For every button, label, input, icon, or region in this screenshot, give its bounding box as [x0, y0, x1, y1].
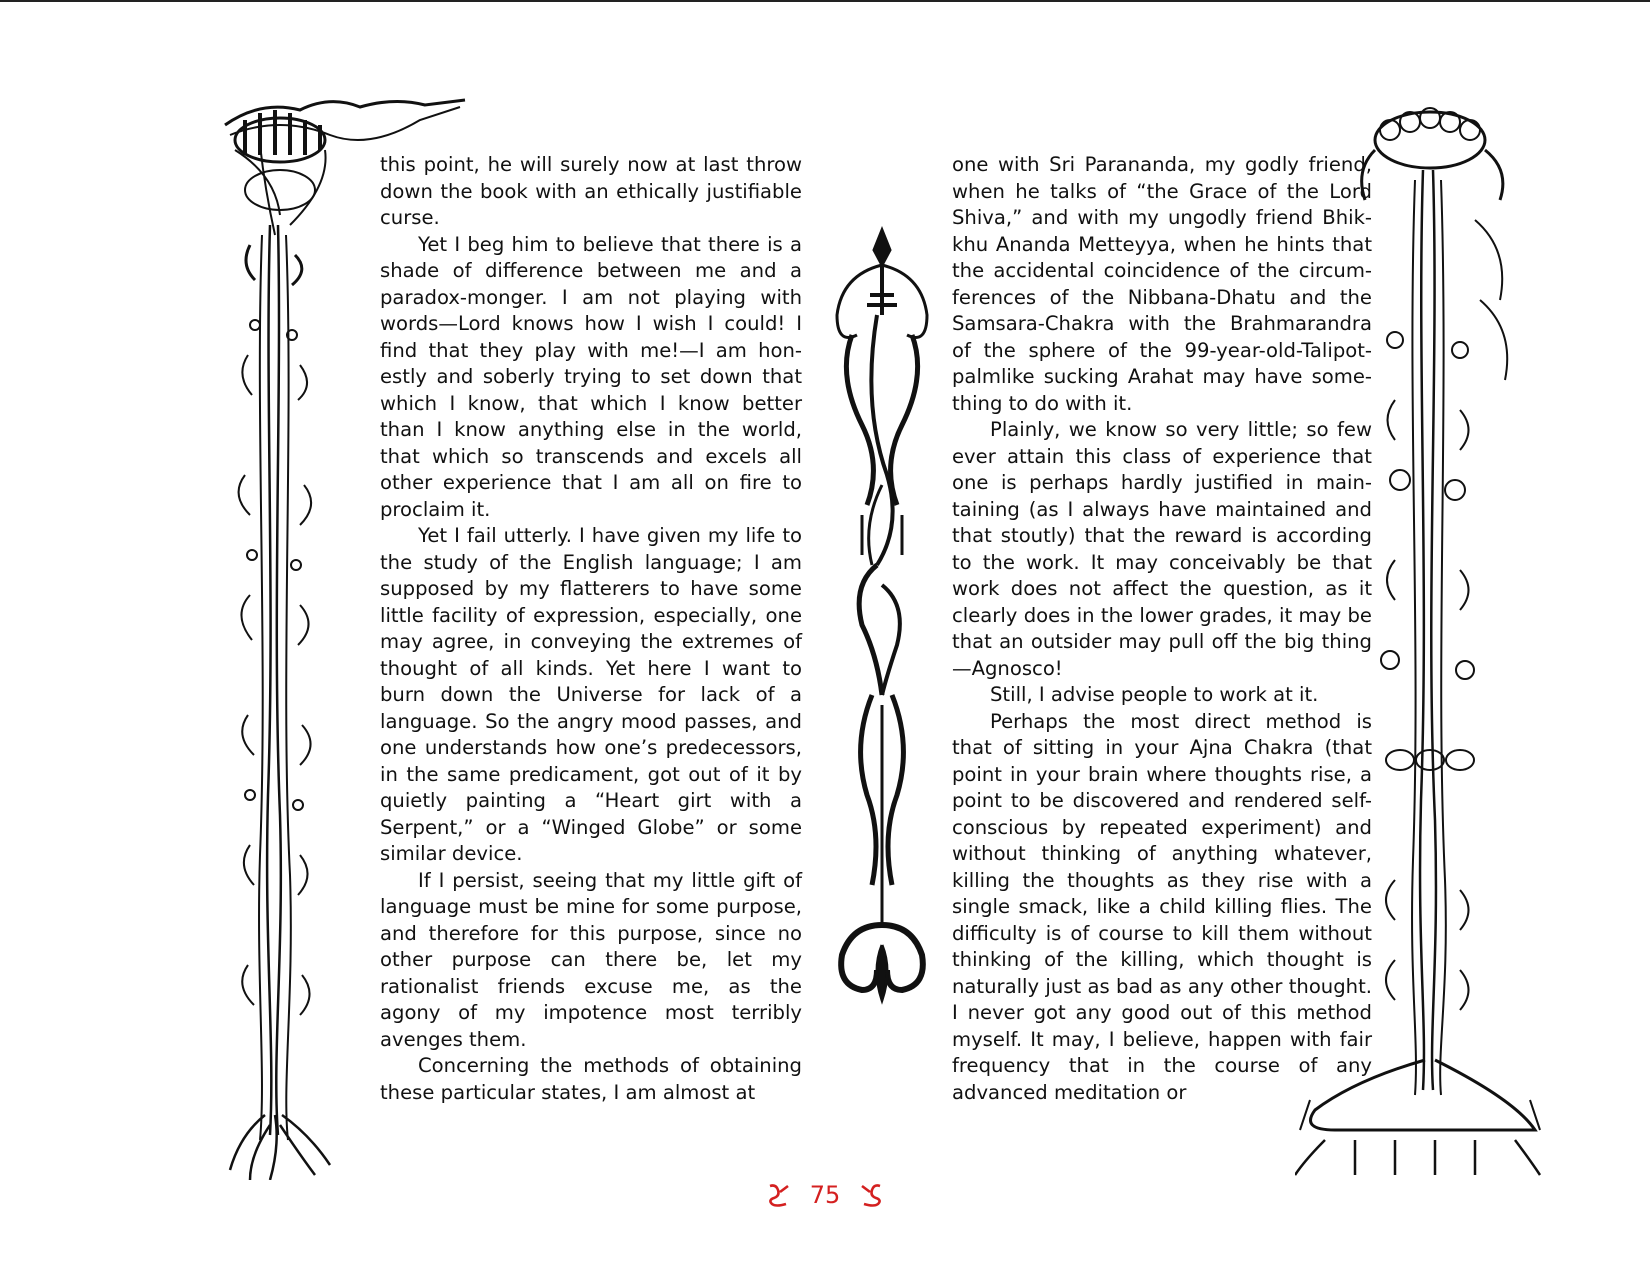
left-paragraph-3: Yet I fail utterly. I have given my life to the study of the English language; I am supposed by my flatterers to have some little facility of expression, especially, one may agree, in conveying the extremes of thought of all kinds. Yet here I want to burn down the Universe for lack of a language. So the angry mood passes, and one understands how one’s predecessors, in the same predicament, got out of it by quietly painting a “Heart girt with a Serpent,” or a “Winged Globe” or some similar device.: [380, 524, 802, 865]
right-paragraph-2: Plainly, we know so very little; so few ever attain this class of experience that one is perhaps hardly justified in maintaining (as I always have maintained and that stoutly) that the reward is according to the work. It may conceivably be that work does not affect the question, as it clearly does in the lower grades, it may be that an outsider may pull off the big thing—Agnosco!: [952, 418, 1372, 680]
page-folio: [0, 1180, 1650, 1209]
top-rule: [0, 0, 1650, 2]
right-paragraph-4: Perhaps the most direct method is that of sitting in your Ajna Chakra (that point in your brain where thoughts rise, a point to be discovered and rendered self-conscious by repeated experiment) and without thinking of anything whatever, killing the thoughts as they rise with a single smack, like a child killing flies. The difficulty is of course to kill them without thinking of the killing, which thought is naturally just as bad as any other thought. I never got any good out of this method myself. It may, I believe, happen with fair frequency that in the course of any advanced meditation or: [952, 709, 1372, 1104]
right-paragraph-3: Still, I advise people to work at it.: [990, 683, 1319, 706]
left-paragraph-1: this point, he will surely now at last throw down the book with an ethically justifiable curse.: [380, 153, 802, 229]
serpent-glyph-icon: [766, 1182, 792, 1208]
left-text-column: [380, 152, 802, 1106]
center-serpent-ornament-icon: [832, 225, 932, 1045]
page-number: 75: [809, 1181, 841, 1209]
right-text-column: [952, 152, 1372, 1106]
serpent-glyph-icon: [858, 1182, 884, 1208]
left-paragraph-5: Concerning the methods of obtaining these particular states, I am almost at: [380, 1054, 802, 1104]
left-paragraph-2: Yet I beg him to believe that there is a shade of difference between me and a paradox-monger. I am not playing with words—Lord knows how I wish I could! I find that they play with me!—I am honestly and soberly trying to set down that which I know, that which I know better than I know anything else in the world, that which so transcends and excels all other experience that I am all on fire to proclaim it.: [380, 232, 802, 521]
right-paragraph-1: one with Sri Paranandа, my godly friend, when he talks of “the Grace of the Lord Shiva,” and with my ungodly friend Bhikkhu Ananda Metteyya, when he hints that the accidental coincidence of the circumferences of the Nibbana-Dhatu and the Samsara-Chakra with the Brahmarandra of the sphere of the 99-year-old-Talipot-palmlike sucking Arahat may have something to do with it.: [952, 153, 1372, 415]
left-paragraph-4: If I persist, seeing that my little gift of language must be mine for some purpose, and therefore for this purpose, since no other purpose can there be, let my rationalist friends excuse me, as the agony of my impotence most terribly avenges them.: [380, 868, 802, 1051]
